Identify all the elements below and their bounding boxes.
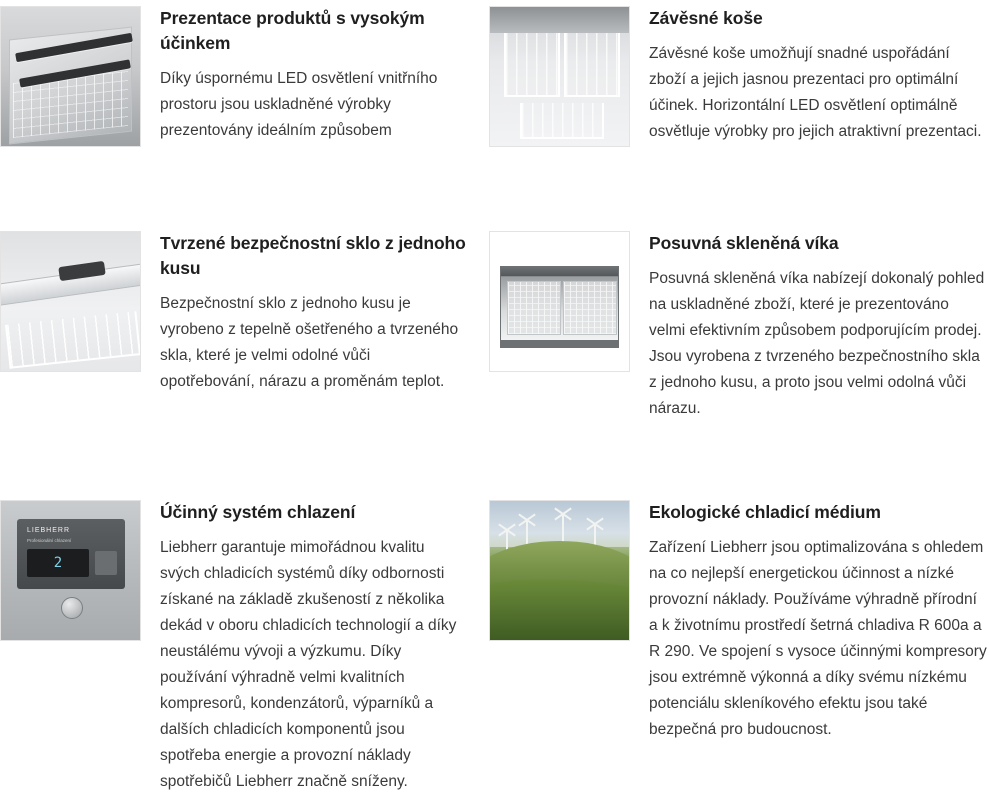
feature-title: Tvrzené bezpečnostní sklo z jednoho kusu <box>160 233 466 278</box>
row-spacer <box>466 147 489 225</box>
glass-pane-shape <box>507 281 561 335</box>
feature-description: Díky úspornému LED osvětlení vnitřního prostoru jsou uskladněné výrobky prezentovány ideálním způsobem <box>160 70 438 139</box>
glass-pane-shape <box>563 281 617 335</box>
cabinet-frame-shape <box>500 266 619 342</box>
column-spacer <box>466 494 489 795</box>
feature-title: Posuvná skleněná víka <box>649 233 839 253</box>
liebherr-controller-panel-photo <box>0 500 141 641</box>
brand-label: LIEBHERR <box>27 527 71 534</box>
feature-thumb-wrap <box>489 0 649 147</box>
row-spacer <box>489 422 989 494</box>
column-spacer <box>466 225 489 422</box>
basket-shape <box>520 103 604 139</box>
chest-freezer-led-lighting-photo <box>0 6 141 147</box>
feature-body <box>649 0 989 145</box>
controller-display <box>27 549 89 577</box>
feature-body <box>649 494 989 743</box>
feature-title: Účinný systém chlazení <box>160 502 356 522</box>
column-spacer <box>466 0 489 147</box>
row-spacer <box>0 147 466 225</box>
tempered-safety-glass-photo <box>0 231 141 372</box>
row-spacer <box>0 422 466 494</box>
wire-basket-shape <box>5 311 141 369</box>
sliding-glass-lids-photo <box>489 231 630 372</box>
display-value: 2 <box>53 555 63 571</box>
feature-eco-refrigerant <box>489 494 989 795</box>
feature-tempered-glass <box>0 225 466 422</box>
feature-body <box>160 0 466 144</box>
feature-thumb-wrap <box>0 494 160 641</box>
row-spacer <box>489 147 989 225</box>
basket-shape <box>504 33 560 97</box>
feature-thumb-wrap <box>0 225 160 372</box>
cabinet-base-shape <box>500 340 619 348</box>
wind-turbines-landscape-photo <box>489 500 630 641</box>
feature-body <box>160 225 466 395</box>
feature-description: Bezpečnostní sklo z jednoho kusu je vyrobeno z tepelně ošetřeného a tvrzeného skla, které je velmi odolné vůči opotřebování, nárazu a proměnám teplot. <box>160 295 459 390</box>
feature-description: Posuvná skleněná víka nabízejí dokonalý pohled na uskladněné zboží, které je prezentováno velmi efektivním způsobem podporujícím prodej. Jsou vyrobena z tvrzeného bezpečnostního skla z jednoho kusu, a proto jsou velmi odolná vůči nárazu. <box>649 270 985 417</box>
row-spacer <box>466 422 489 494</box>
feature-led-presentation <box>0 0 466 147</box>
controller-panel-shape <box>17 519 125 589</box>
lock-knob-shape <box>61 597 83 619</box>
feature-description: Liebherr garantuje mimořádnou kvalitu svých chladicích systémů díky odbornosti získané na základě zkušeností z několika dekád v oboru chladicích technologií a díky neustálému vývoji a výzkumu. Díky používání výhradně velmi kvalitních kompresorů, kondenzátorů, výparníků a dalších chladicích komponentů jsou spotřeba energie a provozní náklady spotřebičů Liebherr značně sníženy. <box>160 539 457 790</box>
freezer-rail-shape <box>490 7 629 33</box>
hill-shape <box>489 579 630 640</box>
hanging-baskets-photo <box>489 6 630 147</box>
feature-thumb-wrap <box>489 494 649 641</box>
feature-cooling-system <box>0 494 466 795</box>
feature-thumb-wrap <box>489 225 649 372</box>
feature-description: Zařízení Liebherr jsou optimalizována s ohledem na co nejlepší energetickou účinnost a nízké provozní náklady. Používáme výhradně přírodní a k životnímu prostředí šetrná chladiva R 600a a R 290. Ve spojení s vysoce účinnými kompresory jsou extrémně výkonná a díky svému nízkému potenciálu skleníkového efektu jsou také bezpečná pro budoucnost. <box>649 539 987 738</box>
feature-body <box>160 494 466 795</box>
feature-title: Závěsné koše <box>649 8 763 28</box>
basket-shape <box>564 33 620 97</box>
feature-sliding-glass-lids <box>489 225 989 422</box>
feature-description: Závěsné koše umožňují snadné uspořádání zboží a jejich jasnou prezentaci pro optimální účinek. Horizontální LED osvětlení optimálně osvětluje výrobky pro jejich atraktivní prezentaci. <box>649 45 982 140</box>
model-line-label: Profesionální chlazení <box>27 538 72 543</box>
pane-mesh-shape <box>564 282 616 334</box>
controller-buttons <box>95 551 117 575</box>
feature-thumb-wrap <box>0 0 160 147</box>
feature-hanging-baskets <box>489 0 989 147</box>
feature-body <box>649 225 989 422</box>
feature-title: Ekologické chladicí médium <box>649 502 881 522</box>
feature-title: Prezentace produktů s vysokým účinkem <box>160 8 425 53</box>
pane-mesh-shape <box>508 282 560 334</box>
